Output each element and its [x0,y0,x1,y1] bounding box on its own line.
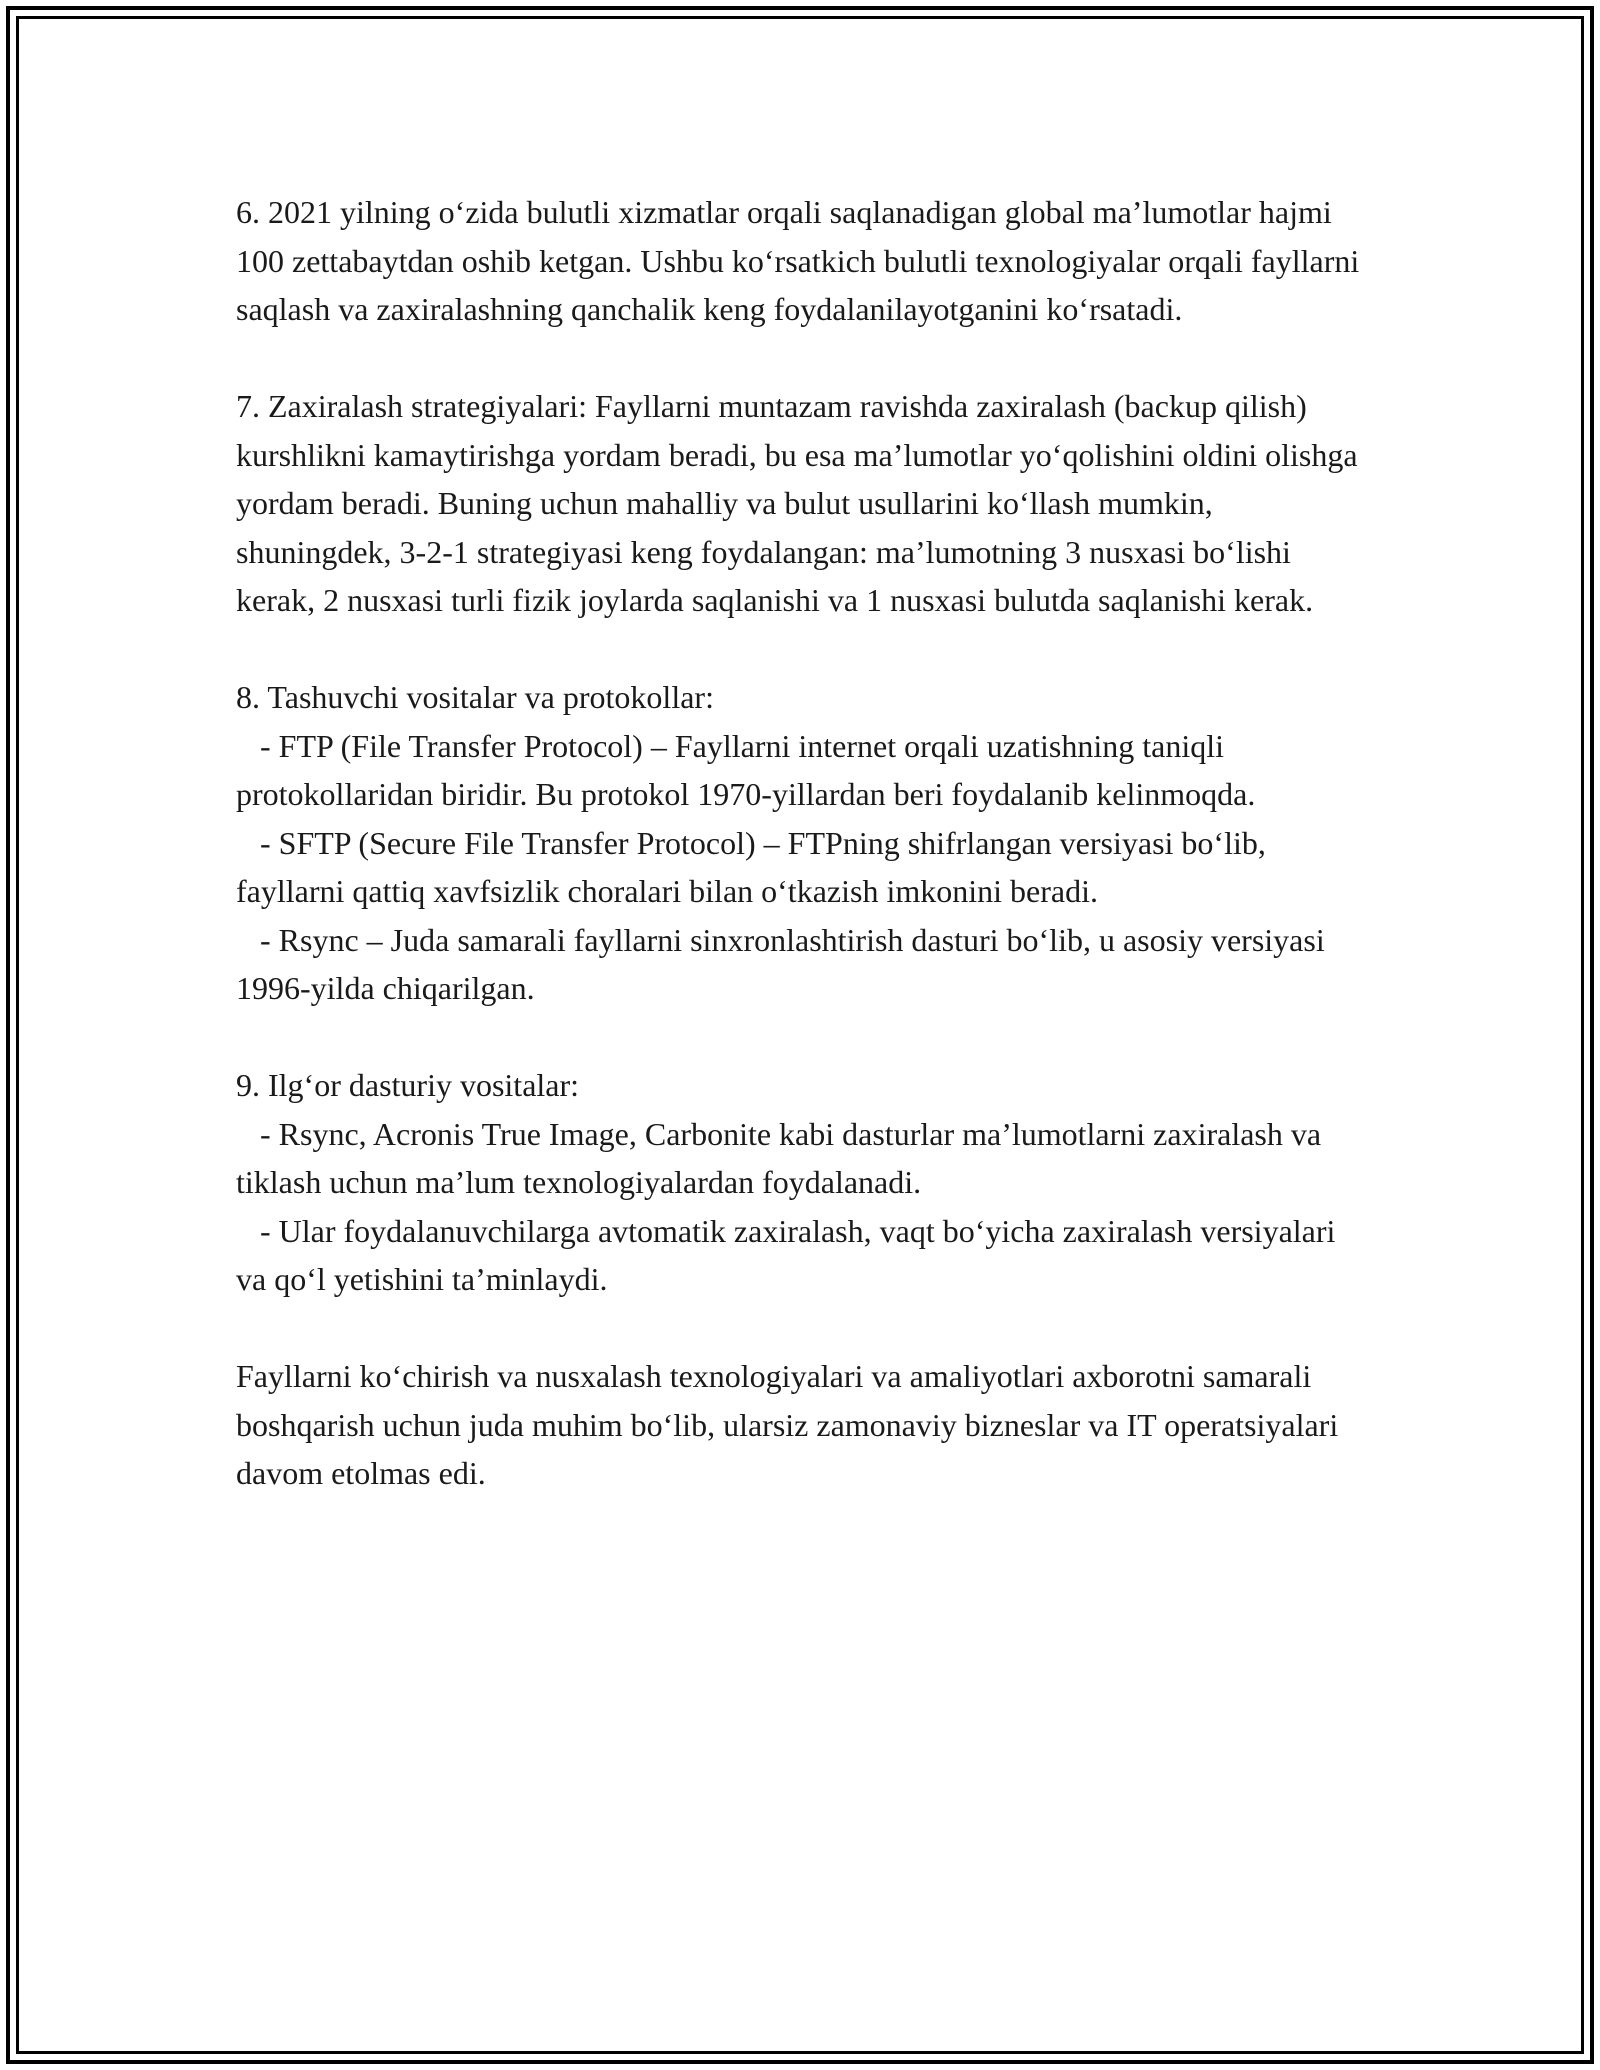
list-item-sftp: - SFTP (Secure File Transfer Protocol) – FTPning shifrlangan versiyasi bo‘lib, fayllarni qattiq xavfsizlik choralari bilan o‘tkazish imkonini beradi. [236,824,1266,909]
list-item-ftp: - FTP (File Transfer Protocol) – Fayllarni internet orqali uzatishning taniqli protokollaridan biridir. Bu protokol 1970-yillardan beri foydalanib kelinmoqda. [236,727,1256,812]
section-7 [236,382,1366,625]
paragraph-backup-strategies: 7. Zaxiralash strategiyalari: Fayllarni muntazam ravishda zaxiralash (backup qilish) kurshlikni kamaytirishga yordam beradi, bu esa ma’lumotlar yo‘qolishini oldini olishga yordam beradi. Buning uchun mahalliy va bulut usullarini ko‘llash mumkin, shuningdek, 3-2-1 strategiyasi keng foydalangan: ma’lumotning 3 nusxasi bo‘lishi kerak, 2 nusxasi turli fizik joylarda saqlanishi va 1 nusxasi bulutda saqlanishi kerak. [236,388,1358,618]
paragraph-conclusion: Fayllarni ko‘chirish va nusxalash texnologiyalari va amaliyotlari axborotni samarali boshqarish uchun juda muhim bo‘lib, ularsiz zamonaviy bizneslar va IT operatsiyalari davom etolmas edi. [236,1358,1339,1491]
section-6 [236,188,1366,334]
list-item-rsync: - Rsync – Juda samarali fayllarni sinxronlashtirish dasturi bo‘lib, u asosiy versiyasi 1996-yilda chiqarilgan. [236,921,1325,1006]
heading-transfer-protocols: 8. Tashuvchi vositalar va protokollar: [236,679,714,715]
section-8 [236,673,1366,1013]
list-item-user-features: - Ular foydalanuvchilarga avtomatik zaxiralash, vaqt bo‘yicha zaxiralash versiyalari va qo‘l yetishini ta’minlaydi. [236,1212,1336,1297]
list-item-backup-software: - Rsync, Acronis True Image, Carbonite kabi dasturlar ma’lumotlarni zaxiralash va tiklash uchun ma’lum texnologiyalardan foydalanadi. [236,1115,1322,1200]
heading-advanced-tools: 9. Ilg‘or dasturiy vositalar: [236,1067,580,1103]
section-9 [236,1061,1366,1304]
document-body [236,188,1366,1498]
paragraph-cloud-storage: 6. 2021 yilning o‘zida bulutli xizmatlar orqali saqlanadigan global ma’lumotlar hajmi 100 zettabaytdan oshib ketgan. Ushbu ko‘rsatkich bulutli texnologiyalar orqali fayllarni saqlash va zaxiralashning qanchalik keng foydalanilayotganini ko‘rsatadi. [236,194,1360,327]
section-conclusion [236,1352,1366,1498]
